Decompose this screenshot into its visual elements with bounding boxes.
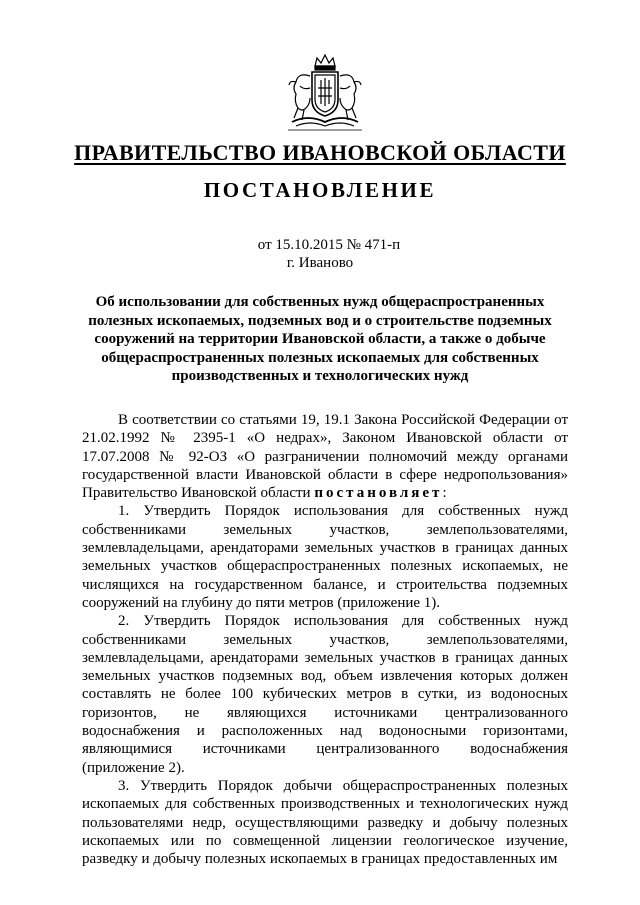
item-1: 1. Утвердить Порядок использования для собственных нужд собственниками земельных участков, землепользователями, землевладельцами, арендаторами земельных участков в границах данных земельных участков общераспространенных полезных ископаемых, не числящихся на государственном балансе, и строительства подземных сооружений на глубину до пяти метров (приложение 1). xyxy=(82,503,568,611)
item-2: 2. Утвердить Порядок использования для собственных нужд собственниками земельных участков, землепользователями, землевладельцами, арендаторами земельных участков в границах данных земельных участков подземных вод, объем извлечения которых должен составлять не более 100 кубических метров в сутки, из водоносных горизонтов, не являющихся источниками централизованного водоснабжения и расположенных над водоносными горизонтами, являющимися источниками централизованного водоснабжения (приложение 2). xyxy=(82,613,568,776)
item-3: 3. Утвердить Порядок добычи общераспространенных полезных ископаемых для собственных производственных и технологических нужд пользователями недр, осуществляющими разведку и добычу полезных ископаемых или по совмещенной лицензии геологическое изучение, разведку и добычу полезных ископаемых в границах предоставленных им xyxy=(82,777,568,868)
document-meta xyxy=(0,236,640,272)
date-number: от 15.10.2015 № 471-п xyxy=(257,237,401,253)
resolves-colon: : xyxy=(442,485,447,502)
document-type: ПОСТАНОВЛЕНИЕ xyxy=(203,178,437,202)
resolves-word: постановляет xyxy=(314,485,443,502)
document-body xyxy=(82,411,568,868)
preamble-text: В соответствии со статьями 19, 19.1 Закона Российской Федерации от 21.02.1992 № 2395-1 «О недрах», Законом Ивановской области от 17.07.2008 № 92-ОЗ «О разграничении полномочий между органами государственной власти Ивановской области в сфере недропользования» Правительство Ивановской области xyxy=(82,412,568,502)
city: г. Иваново xyxy=(286,255,354,271)
coat-of-arms-icon xyxy=(284,52,366,134)
government-name: ПРАВИТЕЛЬСТВО ИВАНОВСКОЙ ОБЛАСТИ xyxy=(74,140,566,165)
preamble-paragraph xyxy=(82,411,568,502)
document-subject: Об использовании для собственных нужд общераспространенных полезных ископаемых, подземных вод и о строительстве подземных сооружений на территории Ивановской области, а также о добыче общераспространенных полезных ископаемых для собственных производственных и технологических нужд xyxy=(88,294,552,384)
